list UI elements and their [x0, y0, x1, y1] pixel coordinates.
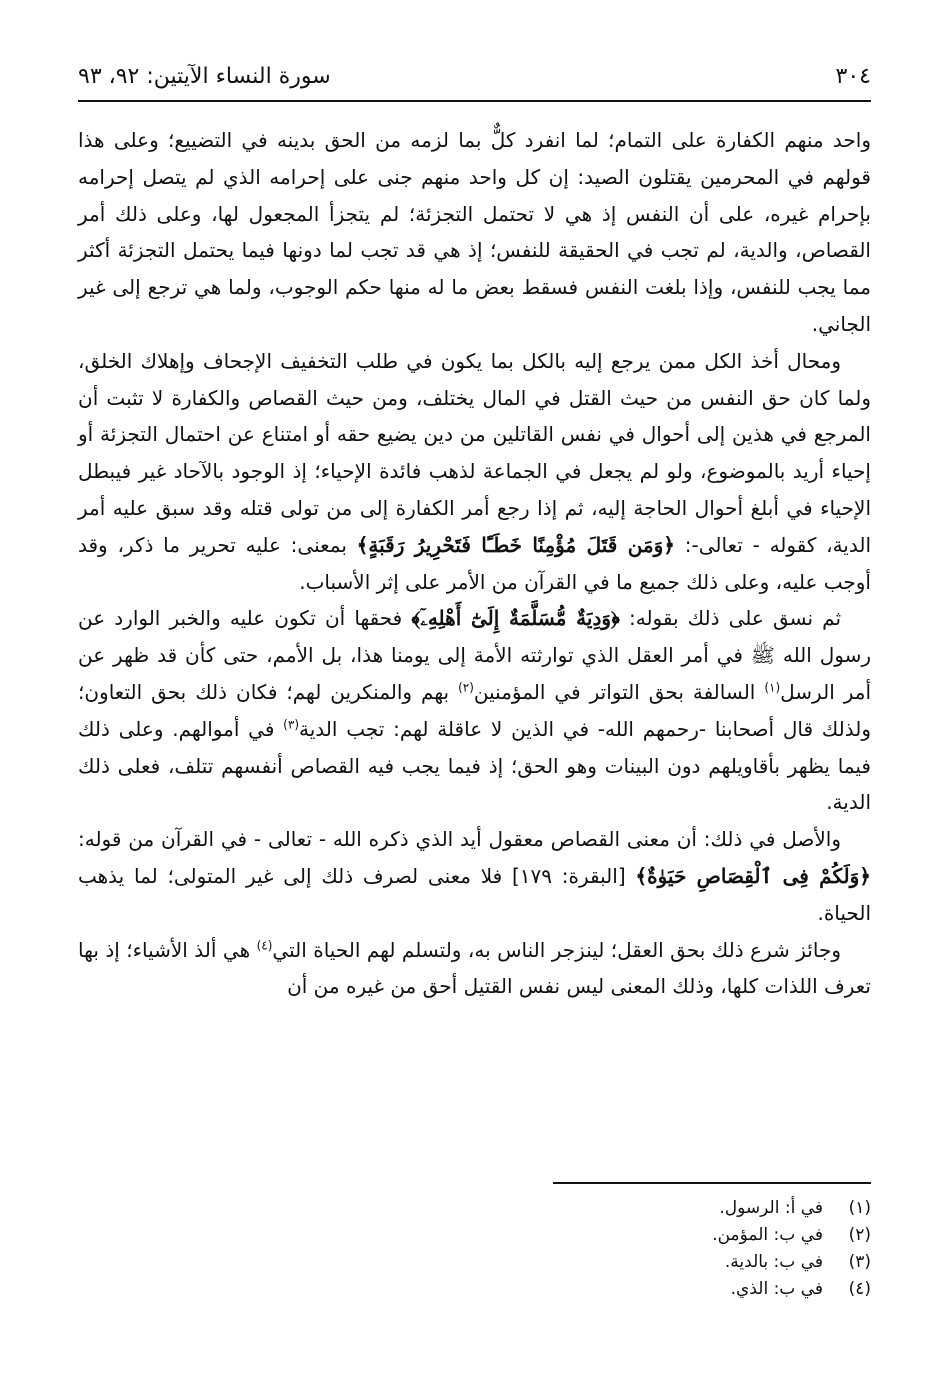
running-title: سورة النساء الآيتين: ٩٢، ٩٣: [78, 64, 331, 89]
page-number: ٣٠٤: [835, 64, 871, 89]
footnote-item: [78, 1195, 871, 1222]
footnote-item: [78, 1276, 871, 1303]
page-header: [78, 52, 871, 92]
paragraph-5: وجائز شرع ذلك بحق العقل؛ لينزجر الناس به، ولتسلم لهم الحياة التي$^{(٤)}$ هي ألذ الأشياء؛ إذ بها تعرف اللذات كلها، وذلك المعنى ليس نفس القتيل أحق من غيره من أن: [78, 937, 871, 999]
header-divider: [78, 100, 871, 102]
paragraph-4: والأصل في ذلك: أن معنى القصاص معقول أيد الذي ذكره الله - تعالى - في القرآن من قوله: ﴿وَلَكُمْ فِى ٱلْقِصَاصِ حَيَوٰةٌ﴾ [البقرة: ١٧٩] فلا معنى لصرف ذلك إلى غير المتولى؛ لما يذهب الحياة.: [78, 827, 872, 925]
paragraph-3: ثم نسق على ذلك بقوله: ﴿وَدِيَةٌ مُّسَلَّمَةٌ إِلَىٰٓ أَهْلِهِۦٓ﴾ فحقها أن تكون عليه والخبر الوارد عن رسول الله ﷺ في أمر العقل الذي توارثته الأمة إلى يومنا هذا، بل الأمم، حتى كأن قد ظهر عن أمر الرسل$^{(١)}$ السالفة بحق التواتر في المؤمنين$^{(٢)}$ بهم والمنكرين لهم؛ فكان ذلك بحق التعاون؛ ولذلك قال أصحابنا -رحمهم الله- في الذين لا عاقلة لهم: تجب الدية$^{(٣)}$ في أموالهم. وعلى ذلك فيما يظهر بأقاويلهم دون البينات وهو الحق؛ إذ فيما يجب فيه القصاص أنفسهم تتلف، فعلى ذلك الدية.: [78, 606, 872, 815]
footnote-number: (١): [848, 1198, 871, 1218]
footnote-item: [78, 1222, 871, 1249]
paragraph-1: واحد منهم الكفارة على التمام؛ لما انفرد كلٌّ بما لزمه من الحق بدينه في التضييع؛ وعلى هذا قولهم في المحرمين يقتلون الصيد: إن كل واحد منهم جنى على إحرامه الذي لم يتصل إحرامه بإحرام غيره، على أن النفس إذ هي لا تحتمل التجزئة؛ لم يتجزأ المجعول لها، وعلى ذلك أمر القصاص، والدية، لم تجب في الحقيقة للنفس؛ إذ هي قد تجب لما دونها فيما يحتمل التجزئة أكثر مما يجب للنفس، وإذا بلغت النفس فسقط بعض ما له منها حكم الوجوب، ولما هي ترجع إلى غير الجاني.: [78, 128, 871, 336]
footnote-number: (٣): [848, 1252, 871, 1272]
paragraph-2: ومحال أخذ الكل ممن يرجع إليه بالكل بما يكون في طلب التخفيف الإجحاف وإهلاك الخلق، ولما كان حق النفس من حيث القتل في المال يختلف، ومن حيث القصاص والكفارة لا تثبت أن المرجع في هذين إلى أحوال في نفس القاتلين من دين يضيع حقه أو امتناع عن احتمال التجزئة أو إحياء أريد بالموضوع، ولو لم يجعل في الجماعة لذهب فائدة الإحياء؛ إذ الوجود بالآحاد غير فيبطل الإحياء في أبلغ أحوال الحاجة إليه، ثم إذا رجع أمر الكفارة إلى من تولى قتله وقد سبق عليه أمر الدية، كقوله - تعالى-: ﴿وَمَن قَتَلَ مُؤْمِنًا خَطَـًٔا فَتَحْرِيرُ رَقَبَةٍ﴾ بمعنى: عليه تحرير ما ذكر، وقد أوجب عليه، وعلى ذلك جميع ما في القرآن من الأمر على إثر الأسباب.: [78, 348, 872, 594]
footnote-text: في ب: الذي.: [730, 1279, 823, 1299]
main-text: [78, 122, 871, 1005]
footnote-text: في ب: المؤمن.: [712, 1225, 823, 1245]
footnote-item: [78, 1249, 871, 1276]
footnote-ref-2: (٢): [458, 680, 474, 695]
quran-verse: ﴿وَلَكُمْ فِى ٱلْقِصَاصِ حَيَوٰةٌ﴾: [635, 863, 872, 888]
footnotes: [78, 1195, 871, 1303]
footnote-ref-3: (٣): [283, 717, 299, 732]
footnote-text: في ب: بالدية.: [724, 1252, 823, 1272]
quran-verse: ﴿وَمَن قَتَلَ مُؤْمِنًا خَطَـًٔا فَتَحْرِيرُ رَقَبَةٍ﴾: [356, 532, 676, 557]
book-page: [78, 52, 871, 1352]
footnote-number: (٢): [848, 1225, 871, 1245]
quran-verse: ﴿وَدِيَةٌ مُّسَلَّمَةٌ إِلَىٰٓ أَهْلِهِۦٓ﴾: [411, 606, 620, 631]
footnote-ref-4: (٤): [256, 937, 273, 952]
footnote-divider: [553, 1182, 871, 1184]
footnote-text: في أ: الرسول.: [719, 1198, 823, 1218]
footnote-number: (٤): [848, 1279, 871, 1299]
footnote-ref-1: (١): [764, 680, 781, 695]
